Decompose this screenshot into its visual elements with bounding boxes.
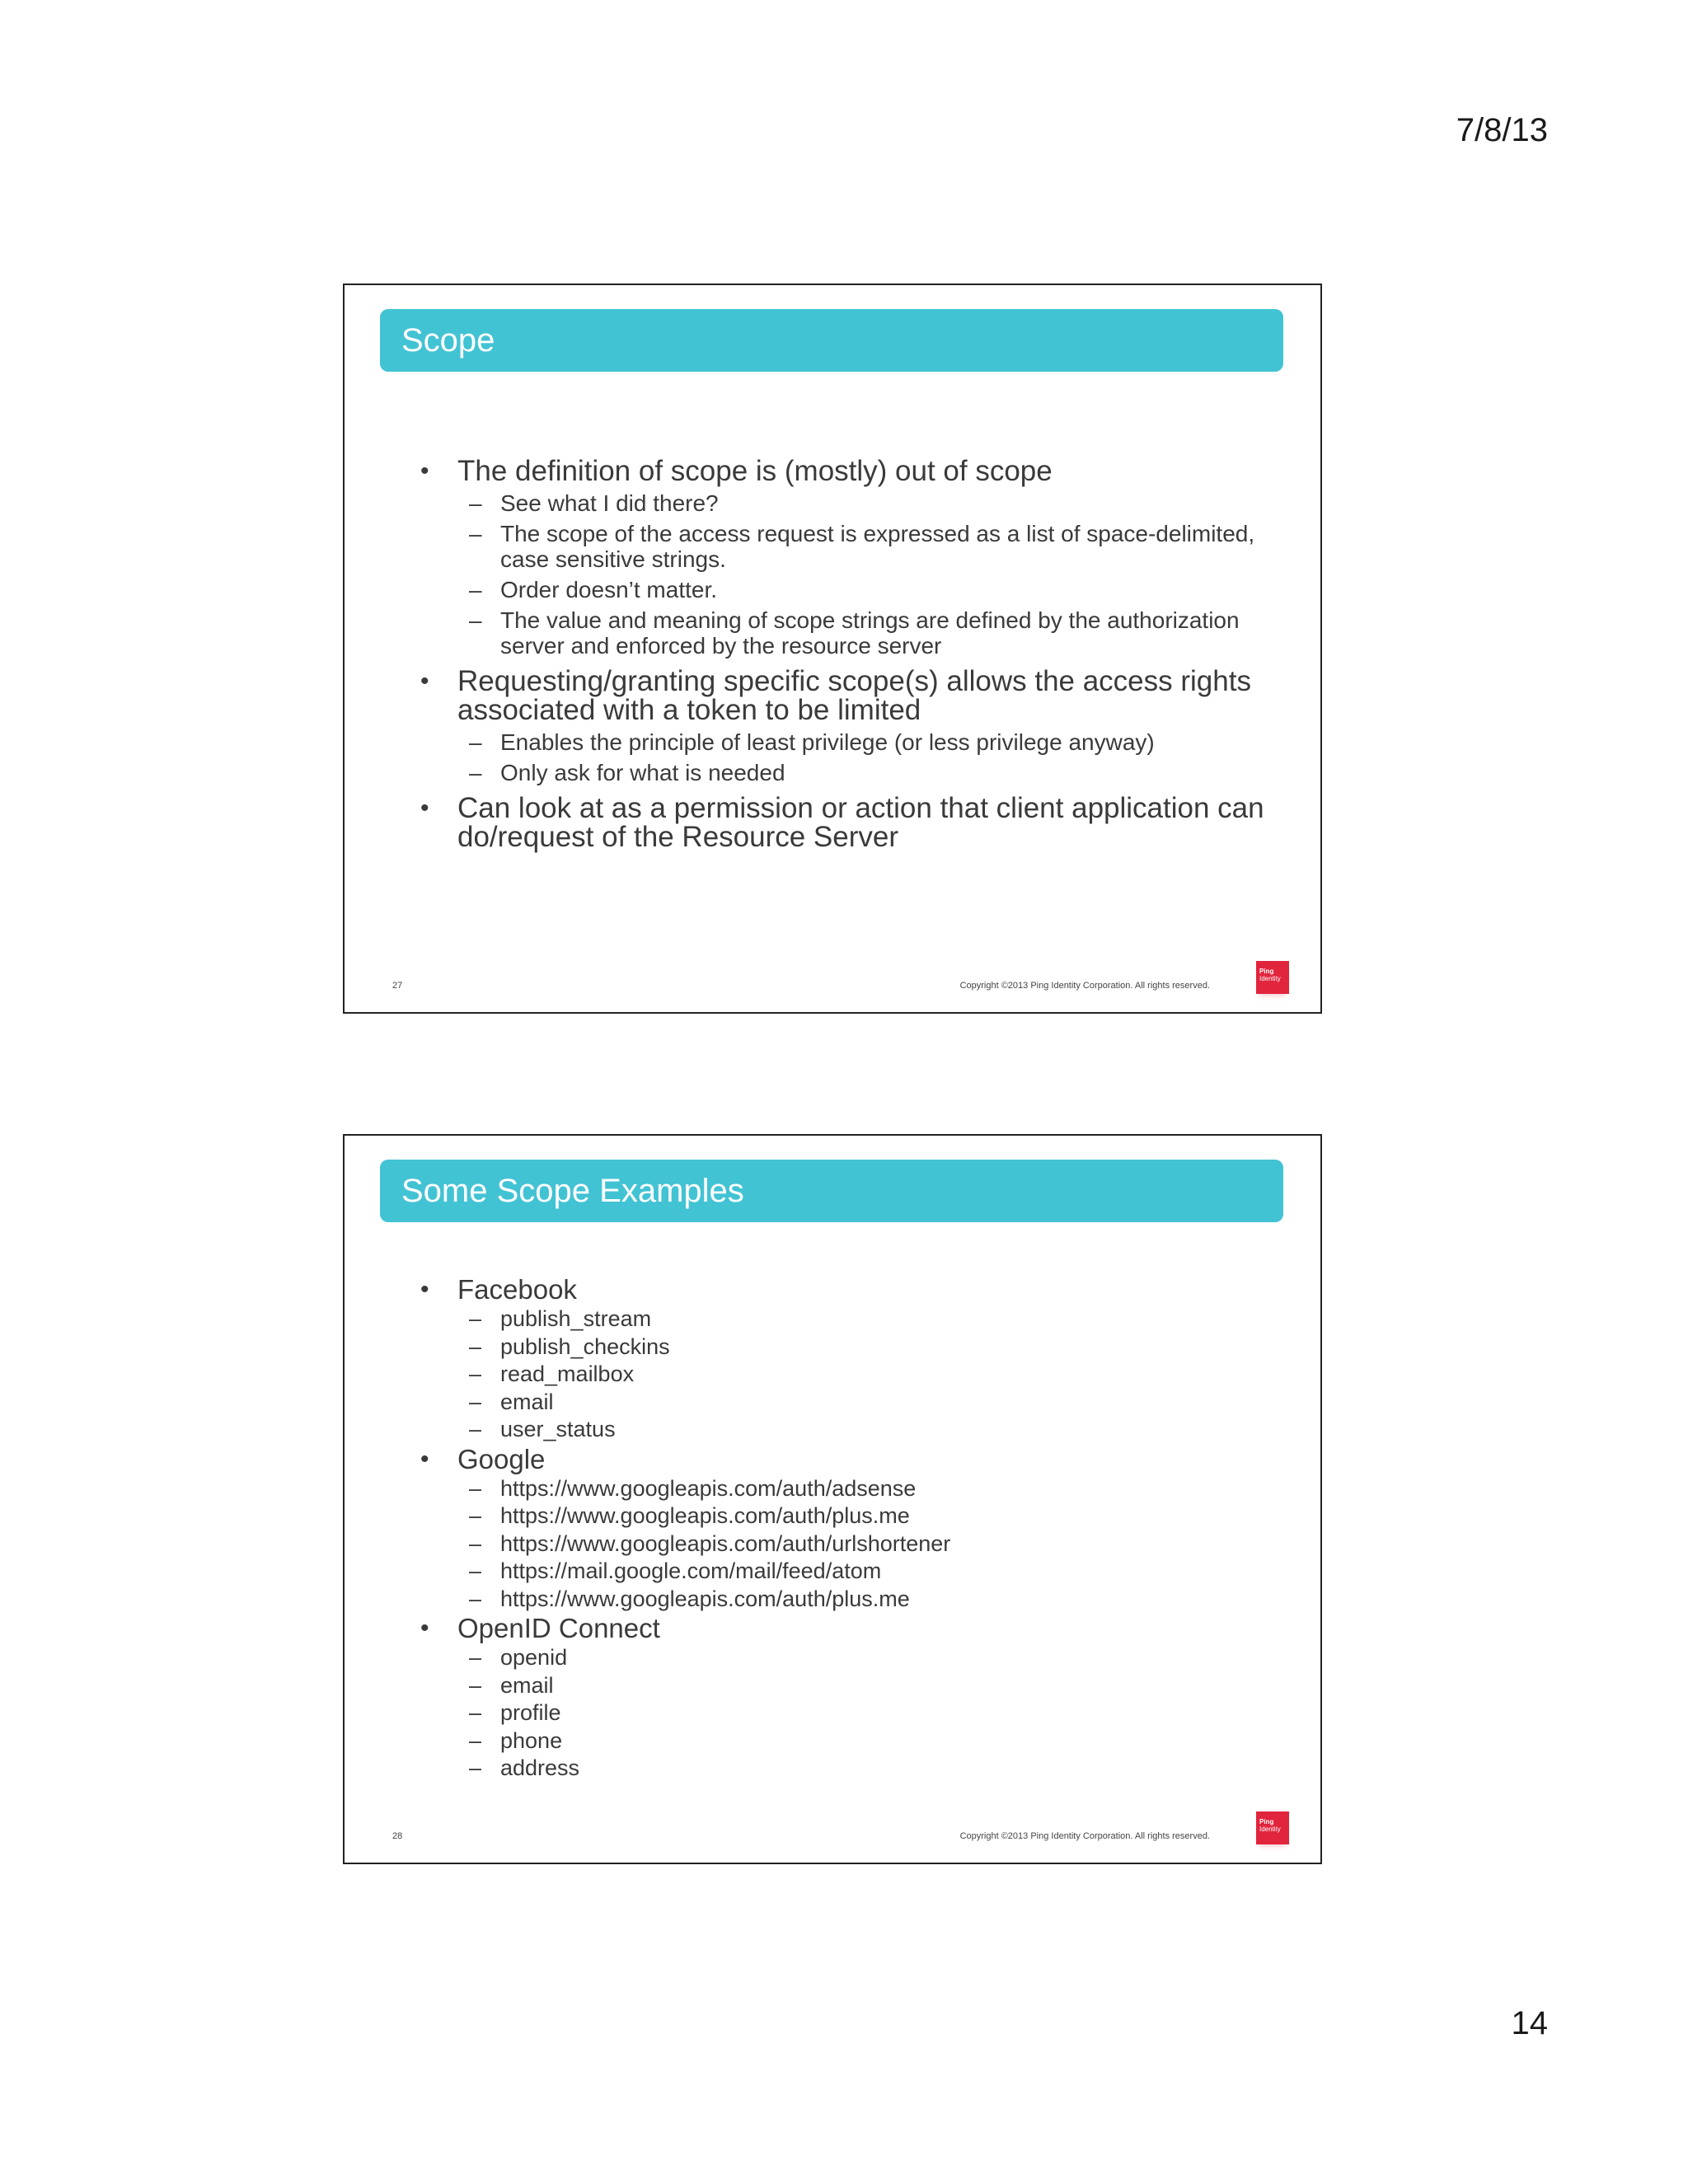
bullet-item <box>419 1444 1279 1614</box>
sub-bullet-item <box>457 1644 1279 1672</box>
dash-icon: – <box>469 1530 482 1556</box>
sub-bullet-text: https://www.googleapis.com/auth/plus.me <box>500 1586 910 1611</box>
sub-bullet-text: The scope of the access request is expressed as a list of space-delimited, case sensitive strings. <box>500 521 1255 572</box>
ping-identity-logo-icon <box>1256 1811 1289 1844</box>
bullet-item <box>419 1613 1279 1783</box>
sub-bullet-text: Only ask for what is needed <box>500 760 785 785</box>
sub-bullet-text: openid <box>500 1645 568 1670</box>
bullet-icon: • <box>420 1615 429 1642</box>
sub-bullet-text: Order doesn’t matter. <box>500 577 718 602</box>
dash-icon: – <box>469 1361 482 1386</box>
bullet-list <box>419 457 1279 851</box>
bullet-item <box>419 667 1279 785</box>
sub-bullet-item <box>457 1361 1279 1389</box>
slide-27 <box>343 284 1322 1014</box>
sub-bullet-text: address <box>500 1755 580 1780</box>
sub-bullet-text: https://www.googleapis.com/auth/urlshortener <box>500 1530 951 1556</box>
bullet-text: Google <box>457 1443 546 1474</box>
sub-bullet-text: https://www.googleapis.com/auth/plus.me <box>500 1503 910 1528</box>
sub-bullet-text: publish_checkins <box>500 1333 670 1359</box>
sub-bullet-item <box>457 1672 1279 1700</box>
sub-bullet-item <box>457 521 1279 572</box>
bullet-list <box>419 1274 1279 1783</box>
logo-line-2: Identity <box>1259 1825 1281 1833</box>
page-number: 14 <box>1511 2005 1548 2041</box>
sub-bullet-item <box>457 1727 1279 1755</box>
dash-icon: – <box>469 1672 482 1698</box>
dash-icon: – <box>469 1700 482 1725</box>
sub-bullet-text: email <box>500 1389 554 1414</box>
dash-icon: – <box>469 1645 482 1670</box>
sub-bullet-text: read_mailbox <box>500 1361 635 1386</box>
sub-bullet-item <box>457 1389 1279 1417</box>
dash-icon: – <box>469 1586 482 1611</box>
dash-icon: – <box>469 577 482 602</box>
logo-line-1: Ping <box>1259 1818 1274 1825</box>
slide-title: Scope <box>380 309 1283 372</box>
bullet-item <box>419 457 1279 658</box>
dash-icon: – <box>469 521 482 546</box>
bullet-item <box>419 794 1279 851</box>
sub-bullet-item <box>457 1586 1279 1614</box>
dash-icon: – <box>469 1306 482 1331</box>
sub-bullet-item <box>457 1305 1279 1333</box>
bullet-text: Requesting/granting specific scope(s) allows the access rights associated with a token to be limited <box>457 665 1251 726</box>
bullet-icon: • <box>420 1276 429 1303</box>
sub-bullet-text: The value and meaning of scope strings are defined by the authorization server and enforced by the resource server <box>500 607 1240 658</box>
copyright-text: Copyright ©2013 Ping Identity Corporation. All rights reserved. <box>959 1831 1210 1841</box>
bullet-icon: • <box>420 794 429 822</box>
page-date: 7/8/13 <box>1456 112 1548 148</box>
dash-icon: – <box>469 1755 482 1780</box>
sub-bullet-item <box>457 577 1279 602</box>
bullet-item <box>419 1274 1279 1444</box>
slide-number: 28 <box>392 1831 403 1841</box>
sub-bullet-item <box>457 1333 1279 1361</box>
dash-icon: – <box>469 607 482 633</box>
bullet-text: Facebook <box>457 1274 577 1305</box>
bullet-text: The definition of scope is (mostly) out of scope <box>457 455 1053 487</box>
sub-bullet-list <box>457 1644 1279 1783</box>
copyright-text: Copyright ©2013 Ping Identity Corporation. All rights reserved. <box>959 981 1210 991</box>
sub-bullet-item <box>457 1755 1279 1783</box>
dash-icon: – <box>469 1475 482 1501</box>
sub-bullet-text: phone <box>500 1727 563 1753</box>
dash-icon: – <box>469 1503 482 1528</box>
sub-bullet-item <box>457 760 1279 785</box>
slide-title: Some Scope Examples <box>380 1160 1283 1222</box>
sub-bullet-text: Enables the principle of least privilege (or less privilege anyway) <box>500 729 1155 755</box>
sub-bullet-text: profile <box>500 1700 561 1725</box>
dash-icon: – <box>469 729 482 755</box>
slide-content <box>419 457 1279 860</box>
bullet-text: OpenID Connect <box>457 1613 660 1643</box>
dash-icon: – <box>469 1333 482 1359</box>
dash-icon: – <box>469 1417 482 1441</box>
sub-bullet-list <box>457 490 1279 658</box>
sub-bullet-item <box>457 1475 1279 1503</box>
sub-bullet-item <box>457 1699 1279 1727</box>
sub-bullet-item <box>457 1502 1279 1530</box>
slide-content <box>419 1274 1279 1783</box>
sub-bullet-item <box>457 1416 1279 1444</box>
sub-bullet-text: https://www.googleapis.com/auth/adsense <box>500 1475 917 1501</box>
dash-icon: – <box>469 1389 482 1414</box>
sub-bullet-item <box>457 490 1279 516</box>
sub-bullet-list <box>457 1305 1279 1444</box>
sub-bullet-text: user_status <box>500 1417 616 1441</box>
bullet-text: Can look at as a permission or action that client application can do/request of the Resource Server <box>457 792 1264 853</box>
sub-bullet-item <box>457 729 1279 755</box>
sub-bullet-item <box>457 1530 1279 1558</box>
logo-line-2: Identity <box>1259 975 1281 982</box>
sub-bullet-text: See what I did there? <box>500 490 719 516</box>
sub-bullet-list <box>457 729 1279 785</box>
dash-icon: – <box>469 490 482 516</box>
bullet-icon: • <box>420 668 429 695</box>
bullet-icon: • <box>420 1445 429 1473</box>
sub-bullet-item <box>457 1558 1279 1586</box>
sub-bullet-text: https://mail.google.com/mail/feed/atom <box>500 1558 882 1583</box>
ping-identity-logo-icon <box>1256 961 1289 994</box>
sub-bullet-text: email <box>500 1672 554 1698</box>
dash-icon: – <box>469 760 482 785</box>
sub-bullet-text: publish_stream <box>500 1306 652 1331</box>
sub-bullet-item <box>457 607 1279 658</box>
sub-bullet-list <box>457 1475 1279 1614</box>
slide-28 <box>343 1134 1322 1864</box>
dash-icon: – <box>469 1558 482 1583</box>
dash-icon: – <box>469 1727 482 1753</box>
bullet-icon: • <box>420 457 429 485</box>
logo-line-1: Ping <box>1259 968 1274 975</box>
slide-number: 27 <box>392 981 403 991</box>
